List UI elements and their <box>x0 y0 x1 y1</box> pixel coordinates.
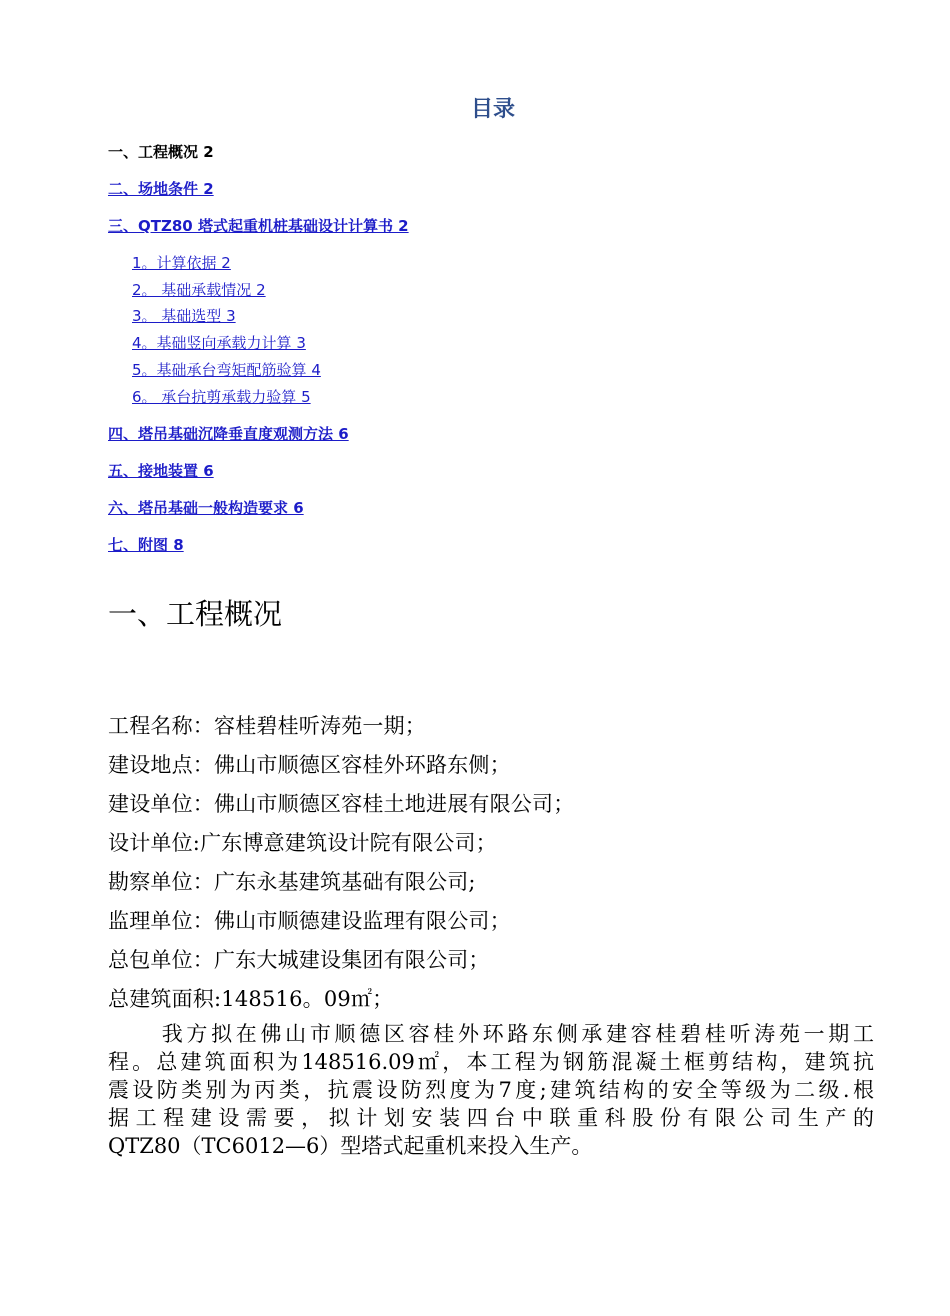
toc-entry-4[interactable]: 四、塔吊基础沉降垂直度观测方法 6 <box>108 425 349 443</box>
toc-sub-entry-5[interactable]: 5。基础承台弯矩配筋验算 4 <box>132 361 321 379</box>
paragraph-line: 我方拟在佛山市顺德区容桂外环路东侧承建容桂碧桂听涛苑一期工 <box>158 1022 874 1046</box>
toc-entry-1: 一、工程概况 2 <box>108 143 214 161</box>
toc-sub-entry-2[interactable]: 2。 基础承载情况 2 <box>132 281 266 299</box>
info-location: 建设地点：佛山市顺德区容桂外环路东侧； <box>108 753 511 777</box>
info-project-name: 工程名称：容桂碧桂听涛苑一期； <box>108 714 426 738</box>
info-client: 建设单位：佛山市顺德区容桂土地进展有限公司； <box>108 792 575 816</box>
toc-entry-2[interactable]: 二、场地条件 2 <box>108 180 214 198</box>
paragraph-line: 程。总建筑面积为148516.09㎡，本工程为钢筋混凝土框剪结构，建筑抗 <box>108 1050 874 1074</box>
info-designer: 设计单位:广东博意建筑设计院有限公司； <box>108 831 497 855</box>
toc-entry-6[interactable]: 六、塔吊基础一般构造要求 6 <box>108 499 304 517</box>
toc-entry-7[interactable]: 七、附图 8 <box>108 536 184 554</box>
info-total-area: 总建筑面积:148516。09㎡； <box>108 987 394 1011</box>
toc-sub-entry-6[interactable]: 6。 承台抗剪承载力验算 5 <box>132 388 311 406</box>
overview-paragraph <box>108 1020 874 1160</box>
info-surveyor: 勘察单位：广东永基建筑基础有限公司; <box>108 870 476 894</box>
info-supervisor: 监理单位：佛山市顺德建设监理有限公司； <box>108 909 511 933</box>
toc-entry-5[interactable]: 五、接地装置 6 <box>108 462 214 480</box>
info-contractor: 总包单位：广东大城建设集团有限公司； <box>108 948 490 972</box>
paragraph-line: 震设防类别为丙类，抗震设防烈度为7度;建筑结构的安全等级为二级.根 <box>108 1078 874 1102</box>
paragraph-line: 据工程建设需要，拟计划安装四台中联重科股份有限公司生产的 <box>108 1106 874 1130</box>
toc-sub-entry-4[interactable]: 4。基础竖向承载力计算 3 <box>132 334 306 352</box>
toc-sub-entry-1[interactable]: 1。计算依据 2 <box>132 254 231 272</box>
paragraph-line: QTZ80（TC6012—6）型塔式起重机来投入生产。 <box>108 1134 593 1158</box>
toc-title: 目录 <box>470 97 515 122</box>
toc-entry-3[interactable]: 三、QTZ80 塔式起重机桩基础设计计算书 2 <box>108 217 409 235</box>
toc-sub-entry-3[interactable]: 3。 基础选型 3 <box>132 307 236 325</box>
section-heading: 一、工程概况 <box>108 597 283 631</box>
